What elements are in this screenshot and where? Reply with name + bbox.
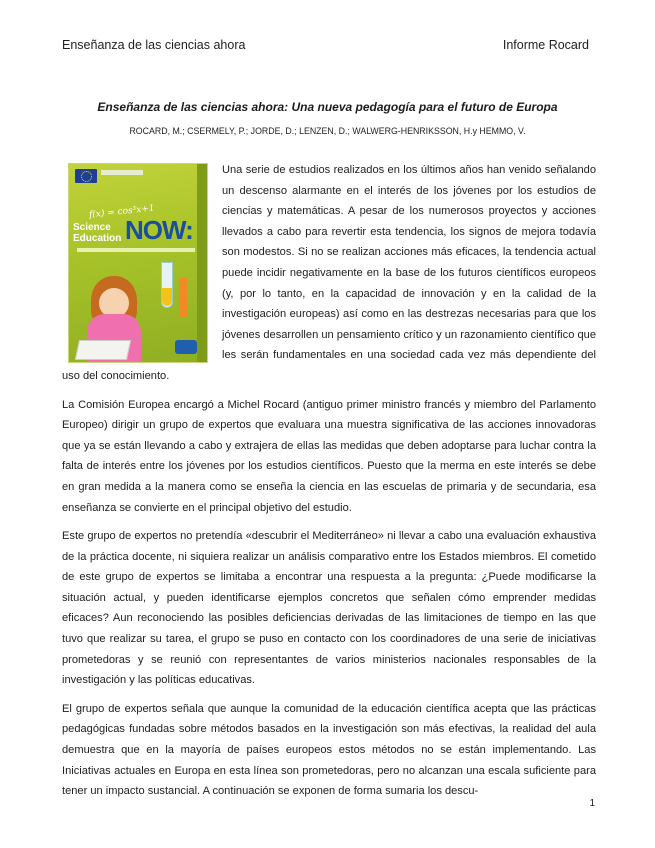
page-number: 1 [589,798,595,809]
cover-book-icon [75,340,131,360]
document-body [62,160,596,810]
paragraph-1: Una serie de estudios realizados en los últimos años han venido señalando un descenso alarmante en el interés de los jóvenes por los estudios de ciencias y matemáticas. A pesar de los numerosos proyectos y acciones llevados a cabo para revertir esta tendencia, los signos de mejora todavía son modestos. Si no se realizan acciones más eficaces, la tendencia actual puede incidir negativamente en la base de los futuros científicos europeos (y, por lo tanto, en la capacidad de innovación y en la calidad de la investigación europeas) así como en las destrezas necesarias para que los jóvenes desarrollen un pensamiento crítico y un razonamiento científico que les serán fundamentales en una sociedad cada vez más dependiente del uso del conocimiento. [62,164,596,382]
paragraph-3: Este grupo de expertos no pretendía «descubrir el Mediterráneo» ni llevar a cabo una evaluación exhaustiva de la práctica docente, ni siquiera realizar un análisis comparativo entre los Estados miembros. El cometido de este grupo de expertos se limitaba a encontrar una respuesta a la pregunta: ¿Puede modificarse la situación actual, y pueden identificarse ejemplos concretos que señalen cómo emprender medidas eficaces? Aun reconociendo las posibles deficiencias derivadas de las limitaciones de tiempo en las que tuvo que realizar su tarea, el grupo se puso en contacto con los coordinadores de una serie de iniciativas prometedoras y se reunió con representantes de varios ministerios nacionales responsables de la investigación y las políticas educativas. [62,530,596,687]
eu-flag-icon [75,169,97,183]
cover-publisher-strip [101,170,143,175]
cover-logo-icon [175,340,197,354]
paragraph-2: La Comisión Europea encargó a Michel Rocard (antiguo primer ministro francés y miembro del Parlamento Europeo) dirigir un grupo de expertos que evaluara una muestra significativa de las acciones innovadoras que ya se están llevando a cabo y extrajera de ellas las medidas que deben adoptarse para luchar contra la falta de interés entre los jóvenes por los estudios científicos. Puesto que la merma en este interés se debe en gran medida a la manera como se enseña la ciencia en las escuelas de primaria y de secundaria, esa enseñanza se convierte en el principal objetivo del estudio. [62,398,596,514]
paragraph-4: El grupo de expertos señala que aunque la comunidad de la educación científica acepta que las prácticas pedagógicas fundadas sobre métodos basados en la investigación son más efectivas, la realidad del aula demuestra que en la mayoría de países europeos estos métodos no se están implementando. Las Iniciativas actuales en Europa en esta línea son prometedoras, pero no alcanzan una escala suficiente para tener un impacto sustancial. A continuación se exponen de forma sumaria los descu- [62,702,596,798]
cover-test-tube-icon [179,278,187,318]
document-title: Enseñanza de las ciencias ahora: Una nueva pedagogía para el futuro de Europa [97,100,558,114]
cover-title-line2: NOW: [125,215,193,245]
running-header-right: Informe Rocard [502,38,589,52]
cover-title-line1: Science Education [73,222,122,244]
cover-side-band [197,164,207,363]
cover-subtitle-strip [77,248,195,252]
document-authors: ROCARD, M.; CSERMELY, P.; JORDE, D.; LENZEN, D.; WALWERG-HENRIKSSON, H.y HEMMO, V. [129,126,526,136]
running-header-left: Enseñanza de las ciencias ahora [62,38,246,52]
cover-flask-liquid [162,288,172,306]
report-cover-image [68,163,208,363]
cover-formula: f(x) = cos³x+1 [88,203,156,221]
